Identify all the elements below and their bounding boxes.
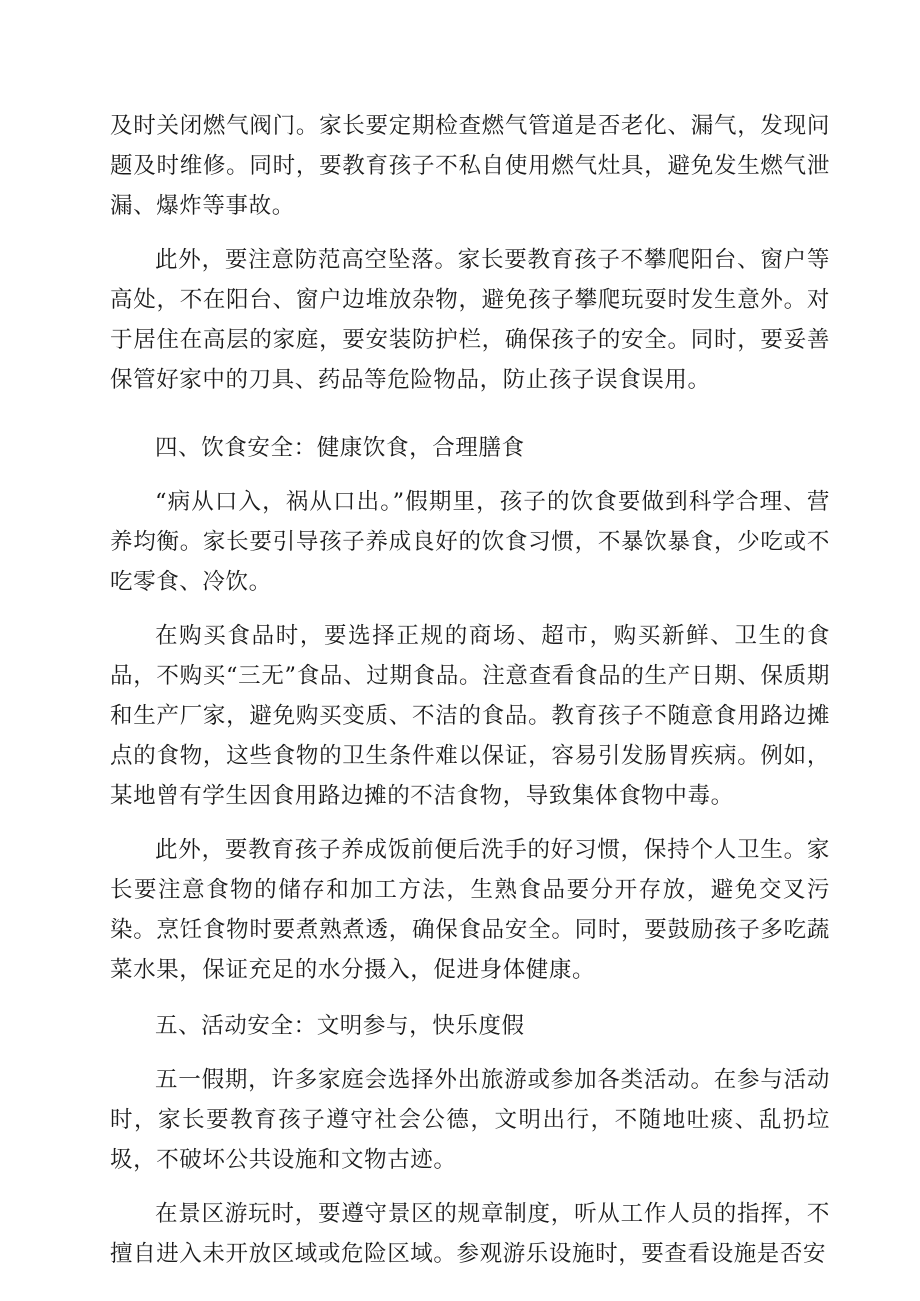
- document-page: [110, 106, 830, 1288]
- paragraph-diet-habits: “病从口入，祸从口出。”假期里，孩子的饮食要做到科学合理、营养均衡。家长要引导孩子养成良好的饮食习惯，不暴饮暴食，少吃或不吃零食、冷饮。: [110, 489, 830, 595]
- paragraph-food-purchase: 在购买食品时，要选择正规的商场、超市，购买新鲜、卫生的食品，不购买“三无”食品、过期食品。注意查看食品的生产日期、保质期和生产厂家，避免购买变质、不洁的食品。教育孩子不随意食用路边摊点的食物，这些食物的卫生条件难以保证，容易引发肠胃疾病。例如，某地曾有学生因食用路边摊的不洁食物，导致集体食物中毒。: [110, 623, 830, 809]
- section-heading-food-safety: 四、饮食安全：健康饮食，合理膳食: [155, 435, 525, 461]
- section-heading-activity-safety: 五、活动安全：文明参与，快乐度假: [155, 1013, 525, 1039]
- paragraph-hygiene: 此外，要教育孩子养成饭前便后洗手的好习惯，保持个人卫生。家长要注意食物的储存和加工方法，生熟食品要分开存放，避免交叉污染。烹饪食物时要煮熟煮透，确保食品安全。同时，要鼓励孩子多吃蔬菜水果，保证充足的水分摄入，促进身体健康。: [110, 837, 830, 983]
- paragraph-gas-safety: 及时关闭燃气阀门。家长要定期检查燃气管道是否老化、漏气，发现问题及时维修。同时，要教育孩子不私自使用燃气灶具，避免发生燃气泄漏、爆炸等事故。: [110, 113, 830, 219]
- paragraph-fall-prevention: 此外，要注意防范高空坠落。家长要教育孩子不攀爬阳台、窗户等高处，不在阳台、窗户边堆放杂物，避免孩子攀爬玩耍时发生意外。对于居住在高层的家庭，要安装防护栏，确保孩子的安全。同时，要妥善保管好家中的刀具、药品等危险物品，防止孩子误食误用。: [110, 247, 830, 393]
- paragraph-civilized-travel: 五一假期，许多家庭会选择外出旅游或参加各类活动。在参与活动时，家长要教育孩子遵守社会公德，文明出行，不随地吐痰、乱扔垃圾，不破坏公共设施和文物古迹。: [110, 1067, 830, 1173]
- paragraph-scenic-area: 在景区游玩时，要遵守景区的规章制度，听从工作人员的指挥，不擅自进入未开放区域或危险区域。参观游乐设施时，要查看设施是否安: [110, 1201, 830, 1267]
